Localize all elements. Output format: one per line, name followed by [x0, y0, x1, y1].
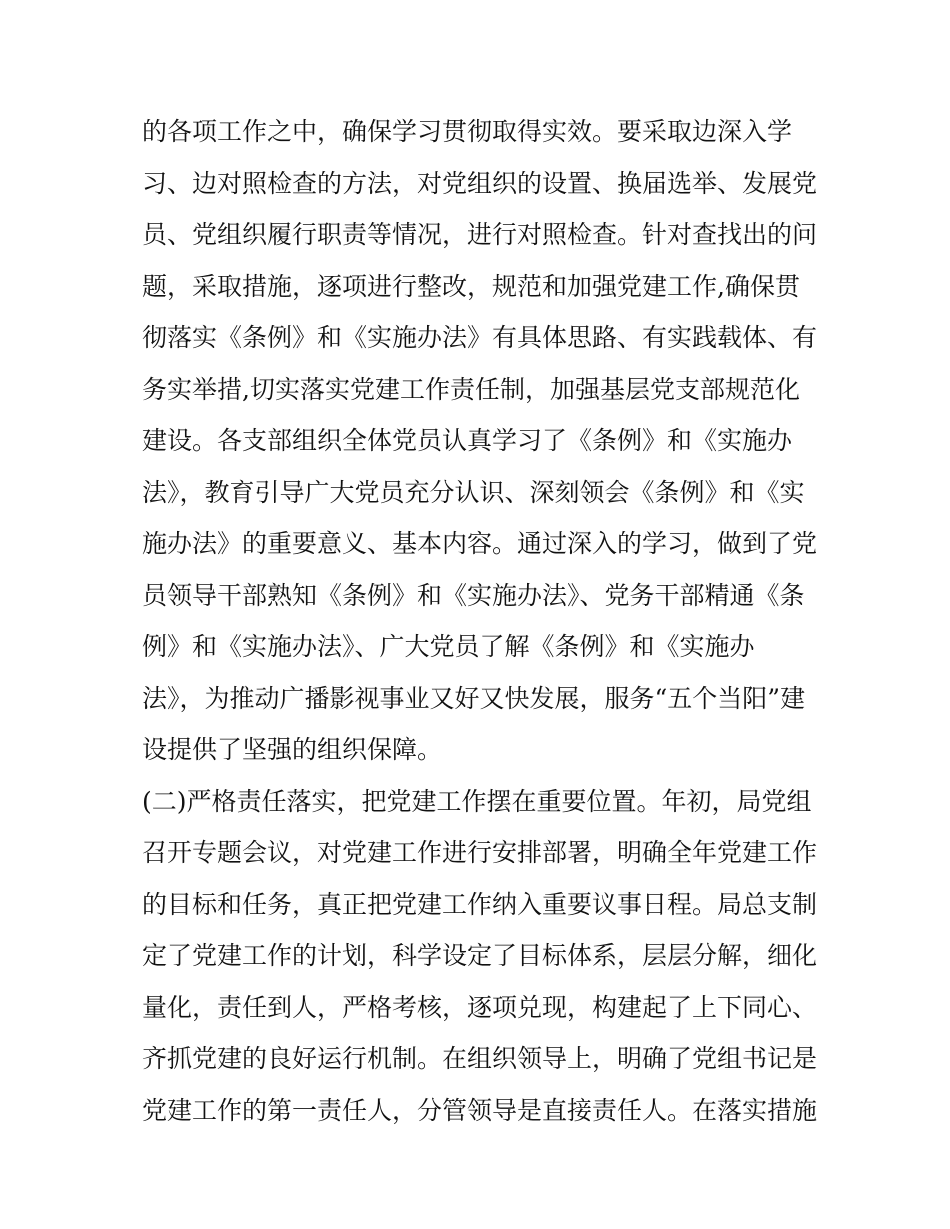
text-line-4: 题，采取措施，逐项进行整改，规范和加强党建工作,确保贯 — [142, 271, 800, 301]
text-line-3: 员、党组织履行职责等情况，进行对照检查。针对查找出的问 — [142, 220, 818, 249]
text-line-12: 法》，为推动广播影视事业又好又快发展，服务“五个当阳”建 — [142, 683, 806, 713]
text-line-20: 党建工作的第一责任人，分管领导是直接责任人。在落实措施 — [142, 1095, 818, 1125]
text-line-13: 设提供了坚强的组织保障。 — [142, 735, 443, 764]
text-line-8: 法》，教育引导广大党员充分认识、深刻领会《条例》和《实 — [142, 477, 805, 507]
text-line-17: 定了党建工作的计划，科学设定了目标体系，层层分解，细化 — [142, 941, 818, 970]
text-line-6: 务实举措,切实落实党建工作责任制，加强基层党支部规范化 — [142, 374, 800, 404]
section-heading-line: (二)严格责任落实，把党建工作摆在重要位置。年初，局党组 — [142, 786, 812, 816]
text-line-10: 员领导干部熟知《条例》和《实施办法》、党务干部精通《条 — [142, 580, 805, 610]
text-line-2: 习、边对照检查的方法，对党组织的设置、换届选举、发展党 — [142, 168, 818, 198]
text-line-5: 彻落实《条例》和《实施办法》有具体思路、有实践载体、有 — [142, 323, 818, 352]
text-line-16: 的目标和任务，真正把党建工作纳入重要议事日程。局总支制 — [142, 889, 818, 919]
text-line-11: 例》和《实施办法》、广大党员了解《条例》和《实施办 — [142, 632, 755, 661]
text-line-9: 施办法》的重要意义、基本内容。通过深入的学习，做到了党 — [142, 529, 818, 558]
text-line-18: 量化，责任到人，严格考核，逐项兑现，构建起了上下同心、 — [142, 992, 818, 1022]
body-text — [142, 106, 822, 1136]
text-line-19: 齐抓党建的良好运行机制。在组织领导上，明确了党组书记是 — [142, 1044, 818, 1073]
text-line-1: 的各项工作之中，确保学习贯彻取得实效。要采取边深入学 — [142, 117, 793, 146]
text-line-7: 建设。各支部组织全体党员认真学习了《条例》和《实施办 — [142, 426, 793, 455]
text-line-15: 召开专题会议，对党建工作进行安排部署，明确全年党建工作 — [142, 838, 818, 867]
